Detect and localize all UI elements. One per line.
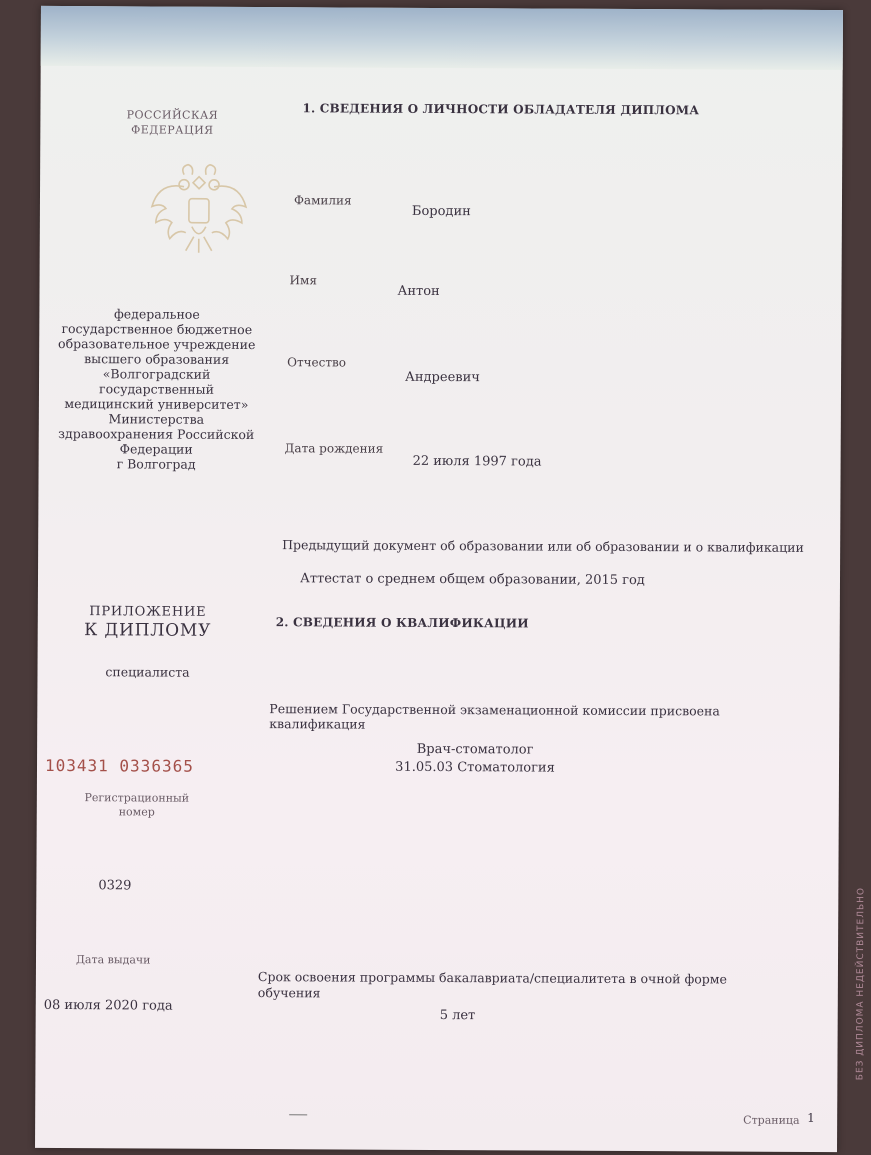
registration-number: 0329	[98, 878, 132, 894]
page-number: 1	[807, 1110, 815, 1125]
org-line: медицинский университет»	[64, 396, 249, 412]
study-term-line2: обучения	[257, 985, 321, 1001]
previous-document-value: Аттестат о среднем общем образовании, 2015 год	[299, 571, 645, 589]
reg-number-label-line2: номер	[118, 805, 155, 819]
section1-heading: 1. СВЕДЕНИЯ О ЛИЧНОСТИ ОБЛАДАТЕЛЯ ДИПЛОМА	[302, 101, 700, 118]
coat-of-arms-emblem	[144, 156, 255, 267]
reg-number-label-line1: Регистрационный	[84, 791, 190, 805]
country-line1: РОССИЙСКАЯ	[126, 108, 219, 122]
previous-document-label: Предыдущий документ об образовании или об образовании и о квалификации	[282, 537, 804, 555]
org-line: государственное бюджетное	[61, 321, 253, 338]
decorative-top-band	[41, 6, 843, 70]
org-line: образовательное учреждение	[58, 336, 256, 353]
patronymic-value: Андреевич	[405, 369, 480, 386]
dob-value: 22 июля 1997 года	[412, 453, 542, 470]
divider-dash	[289, 1114, 307, 1115]
surname-value: Бородин	[411, 203, 471, 220]
appendix-title-line2: К ДИПЛОМУ	[84, 620, 212, 641]
name-label: Имя	[289, 273, 317, 288]
section2-heading: 2. СВЕДЕНИЯ О КВАЛИФИКАЦИИ	[275, 615, 529, 631]
surname-label: Фамилия	[293, 193, 352, 208]
appendix-title-line1: ПРИЛОЖЕНИЕ	[89, 604, 207, 620]
page-label: Страница	[743, 1113, 800, 1127]
org-line: «Волгоградский	[102, 366, 211, 382]
validity-note-vertical: БЕЗ ДИПЛОМА НЕДЕЙСТВИТЕЛЬНО	[855, 886, 867, 1081]
org-line: Федерации	[119, 441, 193, 457]
organization-name	[39, 306, 275, 472]
decision-line2: квалификация	[269, 716, 366, 732]
patronymic-label: Отчество	[287, 355, 347, 370]
study-term-line1: Срок освоения программы бакалавриата/специалитета в очной форме	[257, 969, 727, 987]
org-line: высшего образования	[84, 351, 230, 367]
decision-line1: Решением Государственной экзаменационной комиссии присвоена	[269, 701, 720, 719]
country-line2: ФЕДЕРАЦИЯ	[131, 123, 214, 137]
diploma-appendix-page	[35, 6, 867, 1152]
org-line: государственный	[99, 381, 214, 397]
qualification-value: Врач-стоматолог	[416, 741, 534, 758]
org-line: федеральное	[113, 306, 200, 322]
degree-level: специалиста	[105, 664, 190, 680]
org-line: Министерства	[108, 411, 205, 427]
org-line: г Волгоград	[116, 456, 196, 472]
blank-serial-number: 103431 0336365	[44, 755, 194, 776]
org-line: здравоохранения Российской	[58, 426, 255, 443]
study-term-value: 5 лет	[439, 1008, 476, 1024]
name-value: Антон	[397, 283, 440, 299]
issue-date-label: Дата выдачи	[75, 953, 151, 967]
specialty-value: 31.05.03 Стоматология	[395, 759, 555, 776]
dob-label: Дата рождения	[284, 441, 384, 456]
issue-date: 08 июля 2020 года	[43, 997, 173, 1014]
